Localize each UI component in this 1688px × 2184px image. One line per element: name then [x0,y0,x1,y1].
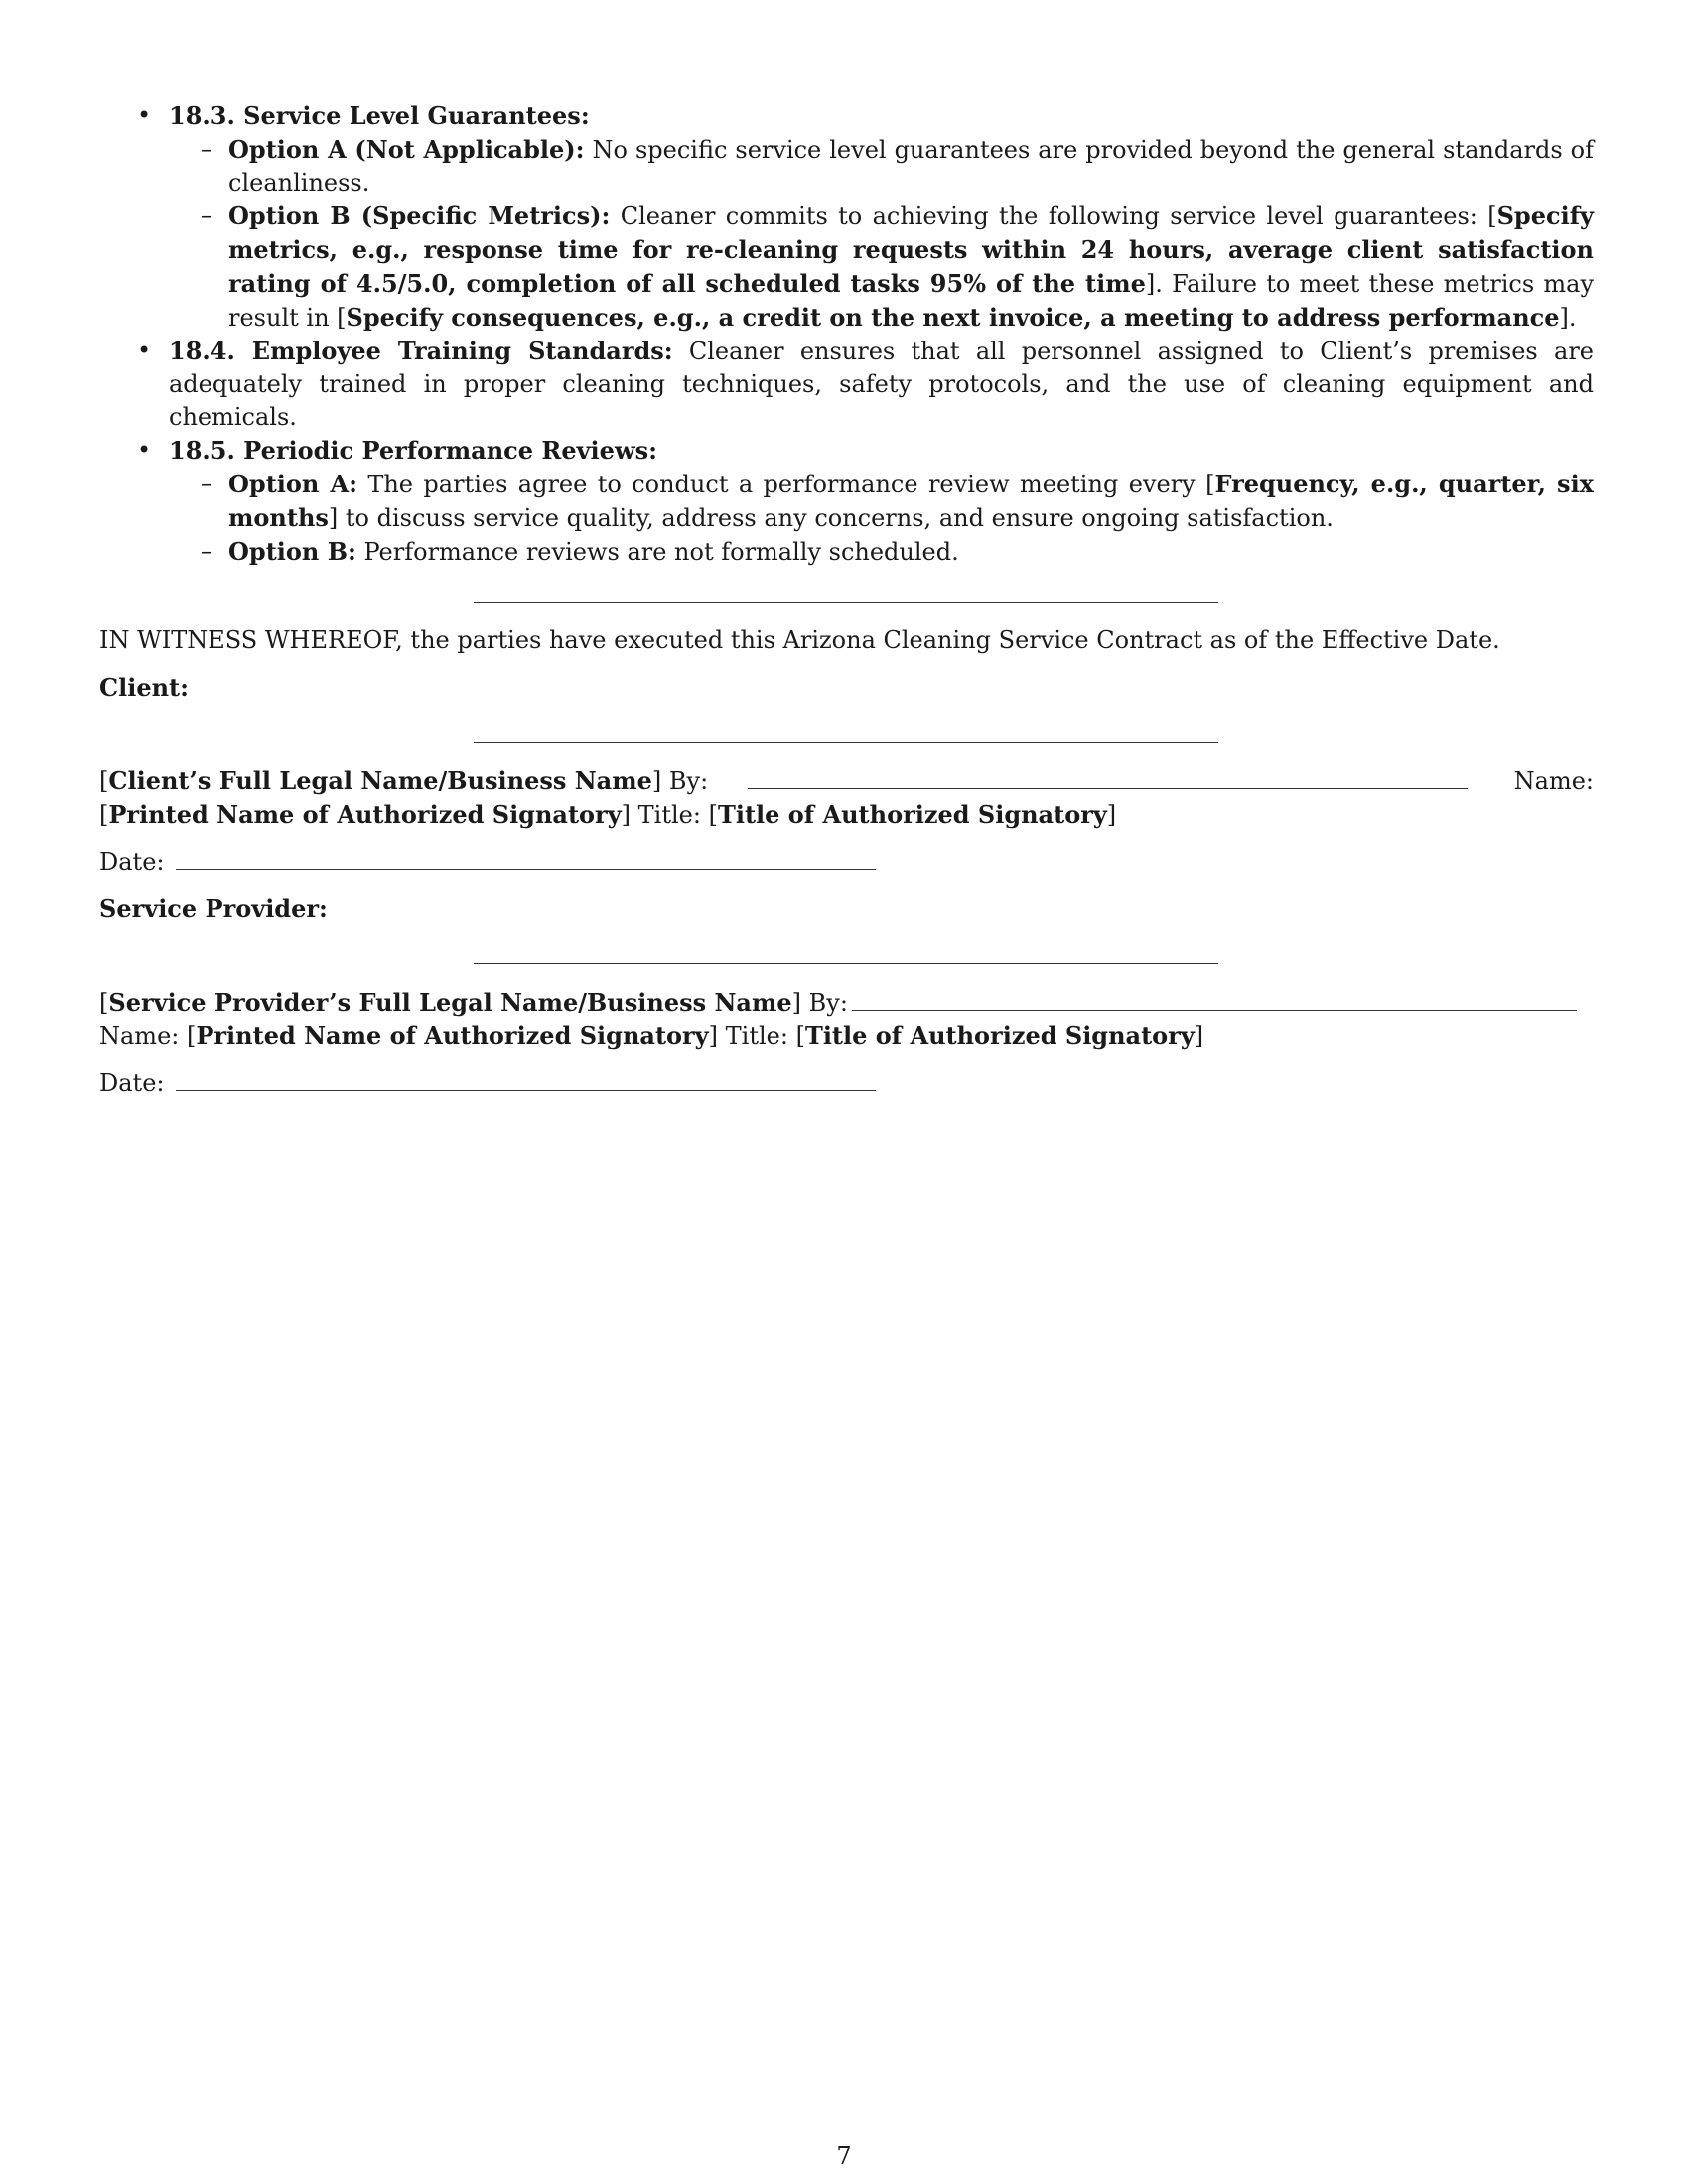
by-label: By: [801,989,848,1017]
bracket-close: ] [651,767,662,795]
provider-signature-block [99,986,1594,1053]
by-label: By: [661,767,709,795]
option-text: Cleaner commits to achieving the following service level guarantees: [ [610,203,1497,230]
option-label: Option A: [228,470,357,498]
page-content [99,99,1594,1100]
option-text: The parties agree to conduct a performance review meeting every [ [356,471,1215,498]
bracket-close: ] [621,801,632,829]
client-printed-name-placeholder: Printed Name of Authorized Signatory [108,800,622,829]
witness-statement: IN WITNESS WHEREOF, the parties have executed this Arizona Cleaning Service Contract as of the Effective Date. [99,626,1500,654]
option-b-item [169,200,1594,335]
provider-signature-field[interactable] [852,988,1577,1011]
option-text: No specific service level guarantees are provided beyond the general standards of cleanliness. [228,136,1594,197]
client-date-field[interactable] [176,847,876,870]
option-a-item [169,468,1594,535]
client-label: Client: [99,673,189,702]
option-text: Performance reviews are not formally scheduled. [355,538,959,566]
client-name-placeholder: Client’s Full Legal Name/Business Name [108,766,652,795]
name-label: Name: [1513,767,1594,795]
bracket-open: [ [186,1023,197,1050]
date-label: Date: [99,1069,165,1097]
option-a-item [169,133,1594,200]
option-list [169,468,1594,569]
horizontal-rule [474,602,1218,603]
section-18-5 [99,434,1594,569]
bracket-open: [ [708,801,718,829]
provider-label: Service Provider: [99,894,328,923]
client-signature-field[interactable] [748,766,1468,789]
client-printed-row [99,798,1594,832]
bracket-close: ] [1106,801,1117,829]
bracket-open: [ [99,767,109,795]
provider-signature-row [99,986,1594,1020]
client-signature-rule [474,742,1218,743]
client-title-placeholder: Title of Authorized Signatory [717,800,1107,829]
client-date-row [99,846,1594,879]
bracket-open: [ [99,989,109,1017]
placeholder-consequences: Specify consequences, e.g., a credit on the next invoice, a meeting to address performance [346,303,1560,332]
option-label: Option B (Specific Metrics): [228,202,611,230]
section-list [99,99,1594,569]
bracket-open: [ [795,1023,805,1050]
client-signature-block [99,764,1594,832]
bracket-open: [ [99,801,109,829]
option-text: ]. Failure to meet these metrics may result in [ [228,270,1595,332]
section-heading: 18.4. Employee Training Standards: [169,337,673,365]
bracket-close: ] [708,1023,719,1050]
section-text: Cleaner ensures that all personnel assigned to Client’s premises are adequately trained in proper cleaning techniques, safety protocols, and the use of cleaning equipment and chemicals. [169,338,1594,431]
option-label: Option B: [228,537,356,566]
client-name-group [99,764,708,798]
provider-date-row [99,1067,1594,1100]
placeholder-metrics: Specify metrics, e.g., response time for re-cleaning requests within 24 hours, average client satisfaction rating of 4.5/5.0, completion of all scheduled tasks 95% of the time [228,202,1594,298]
bracket-close: ] [791,989,801,1017]
name-label: Name: [99,1023,187,1050]
title-label: Title: [631,801,709,829]
provider-signature-rule [474,963,1218,964]
provider-name-placeholder: Service Provider’s Full Legal Name/Business Name [108,988,792,1017]
provider-printed-row [99,1020,1594,1053]
page-number: 7 [836,2142,852,2170]
placeholder-frequency: Frequency, e.g., quarter, six months [228,470,1594,532]
date-label: Date: [99,848,165,876]
option-list [169,133,1594,335]
section-heading: 18.5. Periodic Performance Reviews: [169,436,657,465]
section-18-3 [99,99,1594,335]
option-label: Option A (Not Applicable): [228,135,585,164]
client-signature-row [99,764,1594,798]
provider-title-placeholder: Title of Authorized Signatory [804,1022,1195,1050]
option-text: ] to discuss service quality, address any concerns, and ensure ongoing satisfaction. [328,504,1334,532]
section-heading: 18.3. Service Level Guarantees: [169,101,590,130]
provider-printed-name-placeholder: Printed Name of Authorized Signatory [196,1022,709,1050]
provider-date-field[interactable] [176,1068,876,1091]
option-b-item [169,535,1594,569]
option-text: ]. [1559,304,1577,332]
bracket-close: ] [1194,1023,1204,1050]
section-18-4 [99,335,1594,434]
title-label: Title: [718,1023,796,1050]
